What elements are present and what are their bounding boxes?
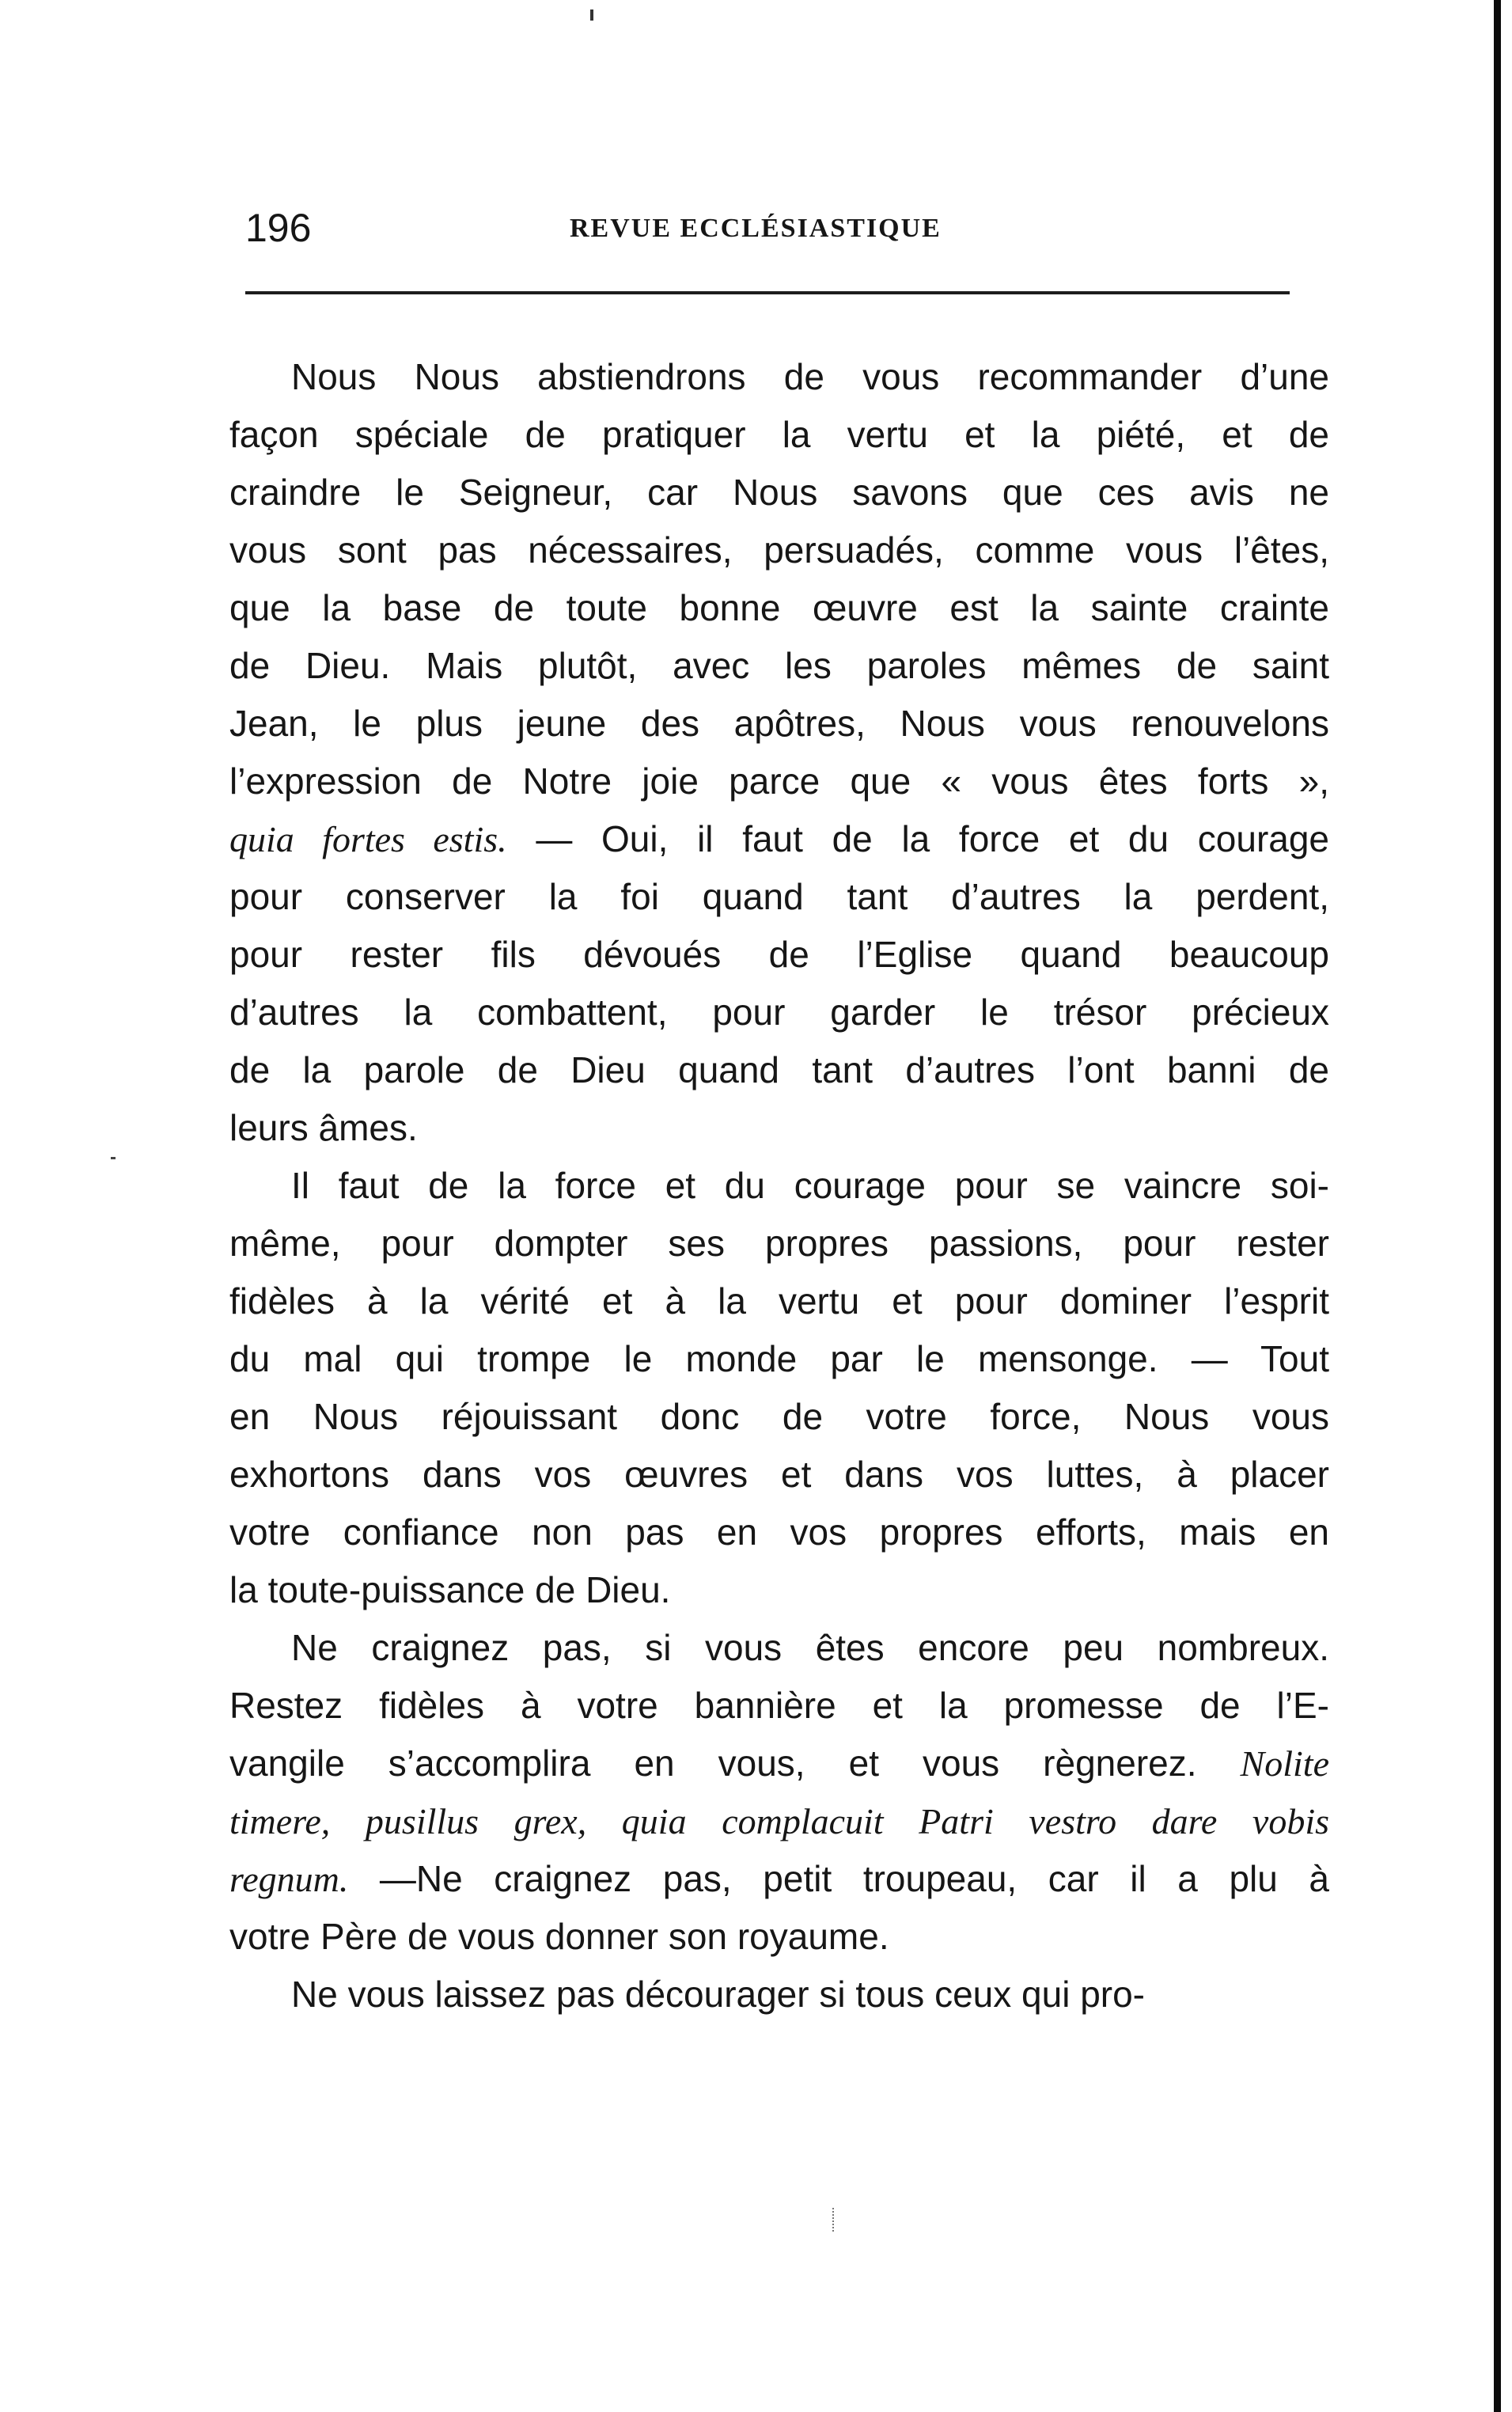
latin-quote: timere, pusillus grex, quia complacuit Patri vestro dare vobis: [229, 1801, 1329, 1841]
text-line: de la parole de Dieu quand tant d’autres l’ont banni de: [229, 1049, 1329, 1090]
text-line: pour conserver la foi quand tant d’autres la perdent,: [229, 876, 1329, 917]
text-line: l’expression de Notre joie parce que « vous êtes forts »,: [229, 760, 1329, 802]
text-line: pour rester fils dévoués de l’Eglise quand beaucoup: [229, 934, 1329, 975]
text-run: — Oui, il faut de la force et du courage: [506, 818, 1330, 859]
latin-quote: regnum.: [229, 1859, 349, 1899]
text-line: en Nous réjouissant donc de votre force, Nous vous: [229, 1396, 1329, 1437]
text-line: votre Père de vous donner son royaume.: [229, 1916, 889, 1957]
paragraph: [229, 1619, 1329, 1966]
header-rule: [245, 291, 1290, 294]
text-line: la toute-puissance de Dieu.: [229, 1569, 671, 1610]
text-line: [229, 1735, 1329, 1792]
text-line: du mal qui trompe le monde par le mensonge. — Tout: [229, 1338, 1329, 1379]
text-line: Restez fidèles à votre bannière et la promesse de l’E-: [229, 1685, 1329, 1726]
text-run: vangile s’accomplira en vous, et vous règnerez.: [229, 1743, 1241, 1784]
running-title: REVUE ECCLÉSIASTIQUE: [570, 214, 942, 243]
margin-mark: [111, 1157, 116, 1159]
text-line: Ne craignez pas, si vous êtes encore peu nombreux.: [291, 1627, 1329, 1668]
text-line: façon spéciale de pratiquer la vertu et la piété, et de: [229, 414, 1329, 455]
page-number: 196: [245, 206, 312, 250]
latin-quote: Nolite: [1240, 1743, 1329, 1784]
text-line: fidèles à la vérité et à la vertu et pour dominer l’esprit: [229, 1280, 1329, 1322]
scan-speck: [590, 9, 593, 21]
text-run: —Ne craignez pas, petit troupeau, car il a plu à: [348, 1858, 1329, 1899]
body-text: [229, 348, 1329, 2023]
paragraph: [229, 1966, 1329, 2023]
text-line: [229, 810, 1329, 868]
text-line: de Dieu. Mais plutôt, avec les paroles mêmes de saint: [229, 645, 1329, 686]
latin-quote: quia fortes estis.: [229, 819, 507, 859]
text-line: vous sont pas nécessaires, persuadés, comme vous l’êtes,: [229, 529, 1329, 571]
text-line: votre confiance non pas en vos propres efforts, mais en: [229, 1511, 1329, 1553]
text-line: d’autres la combattent, pour garder le trésor précieux: [229, 992, 1329, 1033]
text-line: Jean, le plus jeune des apôtres, Nous vous renouvelons: [229, 703, 1329, 744]
paragraph: [229, 1157, 1329, 1619]
text-line: même, pour dompter ses propres passions, pour rester: [229, 1223, 1329, 1264]
text-line: Il faut de la force et du courage pour se vaincre soi-: [291, 1165, 1329, 1206]
text-line: Ne vous laissez pas décourager si tous ceux qui pro-: [291, 1974, 1146, 2015]
text-line: Nous Nous abstiendrons de vous recommander d’une: [291, 356, 1329, 397]
text-line: exhortons dans vos œuvres et dans vos luttes, à placer: [229, 1454, 1329, 1495]
page-edge-shadow: [1494, 0, 1501, 2412]
paragraph: [229, 348, 1329, 1157]
text-line: leurs âmes.: [229, 1107, 418, 1148]
scan-speck-bottom: [832, 2208, 836, 2232]
text-line: que la base de toute bonne œuvre est la sainte crainte: [229, 587, 1329, 628]
text-line: craindre le Seigneur, car Nous savons que ces avis ne: [229, 472, 1329, 513]
page-header: [245, 204, 1290, 260]
text-line: [229, 1792, 1329, 1850]
text-line: [229, 1850, 1329, 1908]
